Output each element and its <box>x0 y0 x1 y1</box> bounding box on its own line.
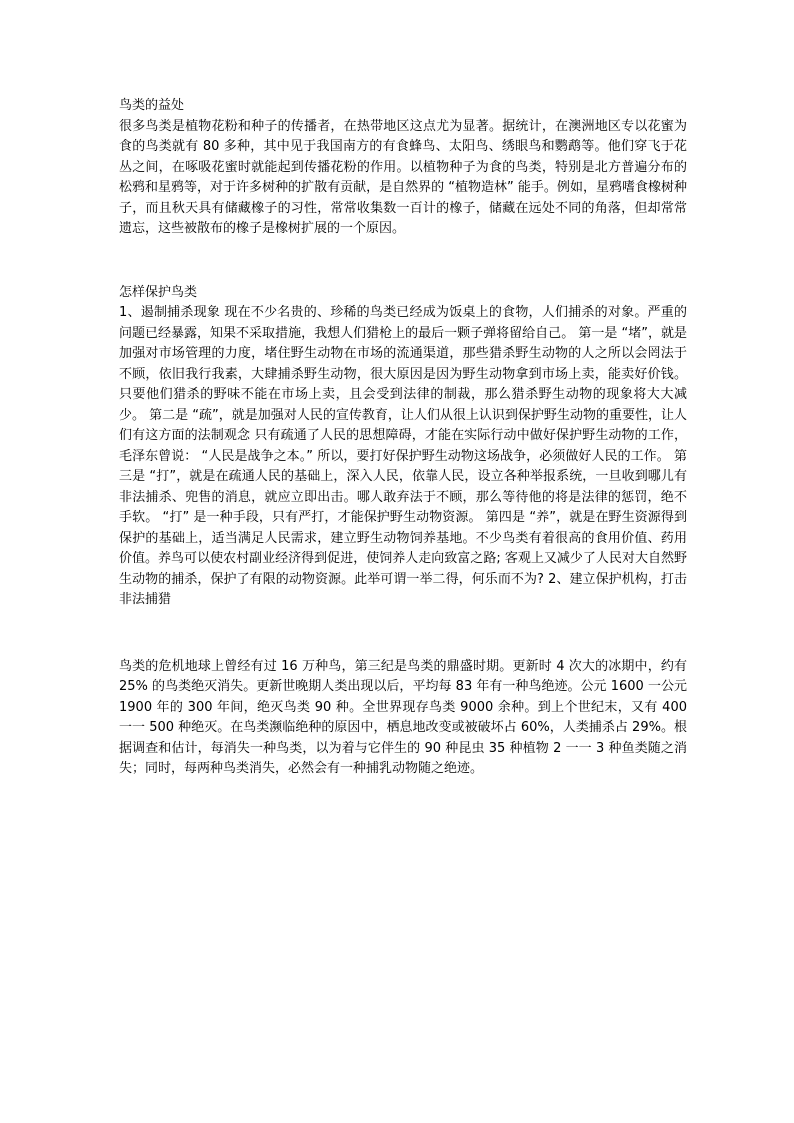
section-paragraph: 1、遏制捕杀现象 现在不少名贵的、珍稀的鸟类已经成为饭桌上的食物，人们捕杀的对象。严重的问题已经暴露，知果不采取措施，我想人们猎枪上的最后一颗子弹将留给自己。 第一是 “堵”，就是加强对市场管理的力度，堵住野生动物在市场的流通渠道，那些猎杀野生动物的人之所以会罔法于不顾，依旧我行我素，大肆捕杀野生动物，很大原因是因为野生动物拿到市场上卖，能卖好价钱。只要他们猎杀的野味不能在市场上卖，且会受到法律的制裁，那么猎杀野生动物的现象将大大减少。 第二是 “疏”，就是加强对人民的宣传教育，让人们从很上认识到保护野生动物的重要性，让人们有这方面的法制观念 只有疏通了人民的思想障碍，才能在实际行动中做好保护野生动物的工作，毛泽东曾说： “人民是战争之本。” 所以，要打好保护野生动物这场战争，必须做好人民的工作。 第三是 “打”，就是在疏通人民的基础上，深入人民，依靠人民，设立各种举报系统，一旦收到哪儿有非法捕杀、兜售的消息，就应立即出击。哪人敢弃法于不顾，那么等待他的将是法律的惩罚，绝不手软。 “打” 是一种手段，只有严打，才能保护野生动物资源。 第四是 “养”，就是在野生资源得到保护的基础上，适当满足人民需求，建立野生动物饲养基地。不少鸟类有着很高的食用价值、药用价值。养鸟可以使农村副业经济得到促进，使饲养人走向致富之路; 客观上又减少了人民对大自然野生动物的捕杀，保护了有限的动物资源。此举可谓一举二得，何乐而不为? 2、建立保护机构，打击非法捕猎 <box>119 305 687 607</box>
spacer <box>119 240 687 283</box>
document-content <box>119 96 687 780</box>
section-bird-protection <box>119 283 687 611</box>
section-paragraph: 很多鸟类是植物花粉和种子的传播者，在热带地区这点尤为显著。据统计，在澳洲地区专以花蜜为食的鸟类就有 80 多种，其中见于我国南方的有食蜂鸟、太阳鸟、绣眼鸟和鹦鹉等。他们穿飞于花丛之间，在啄吸花蜜时就能起到传播花粉的作用。以植物种子为食的鸟类，特别是北方普遍分布的松鸦和星鸦等，对于许多树种的扩散有贡献，是自然界的 “植物造林” 能手。例如，星鸦嗜食橡树种子，而且秋天具有储藏橡子的习性，常常收集数一百计的橡子，储藏在远处不同的角落，但却常常遗忘，这些被散布的橡子是橡树扩展的一个原因。 <box>119 118 687 236</box>
section-title: 鸟类的益处 <box>119 98 185 113</box>
section-paragraph: 鸟类的危机地球上曾经有过 16 万种鸟，第三纪是鸟类的鼎盛时期。更新时 4 次大的冰期中，约有 25% 的鸟类绝灭消失。更新世晚期人类出现以后，平均每 83 年有一种鸟绝迹。公元 1600 一公元 1900 年的 300 年间，绝灭鸟类 90 种。全世界现存鸟类 9000 余种。到上个世纪末，又有 400 一一 500 种绝灭。在鸟类濒临绝种的原因中，栖息地改变或被破坏占 60%，人类捕杀占 29%。根据调查和估计，每消失一种鸟类，以为着与它伴生的 90 种昆虫 35 种植物 2 一一 3 种鱼类随之消失；同时，每两种鸟类消失，必然会有一种捕乳动物随之绝迹。 <box>119 658 687 776</box>
section-title: 怎样保护鸟类 <box>119 284 198 300</box>
section-bird-crisis <box>119 657 687 780</box>
section-bird-benefits <box>119 96 687 240</box>
spacer <box>119 611 687 657</box>
